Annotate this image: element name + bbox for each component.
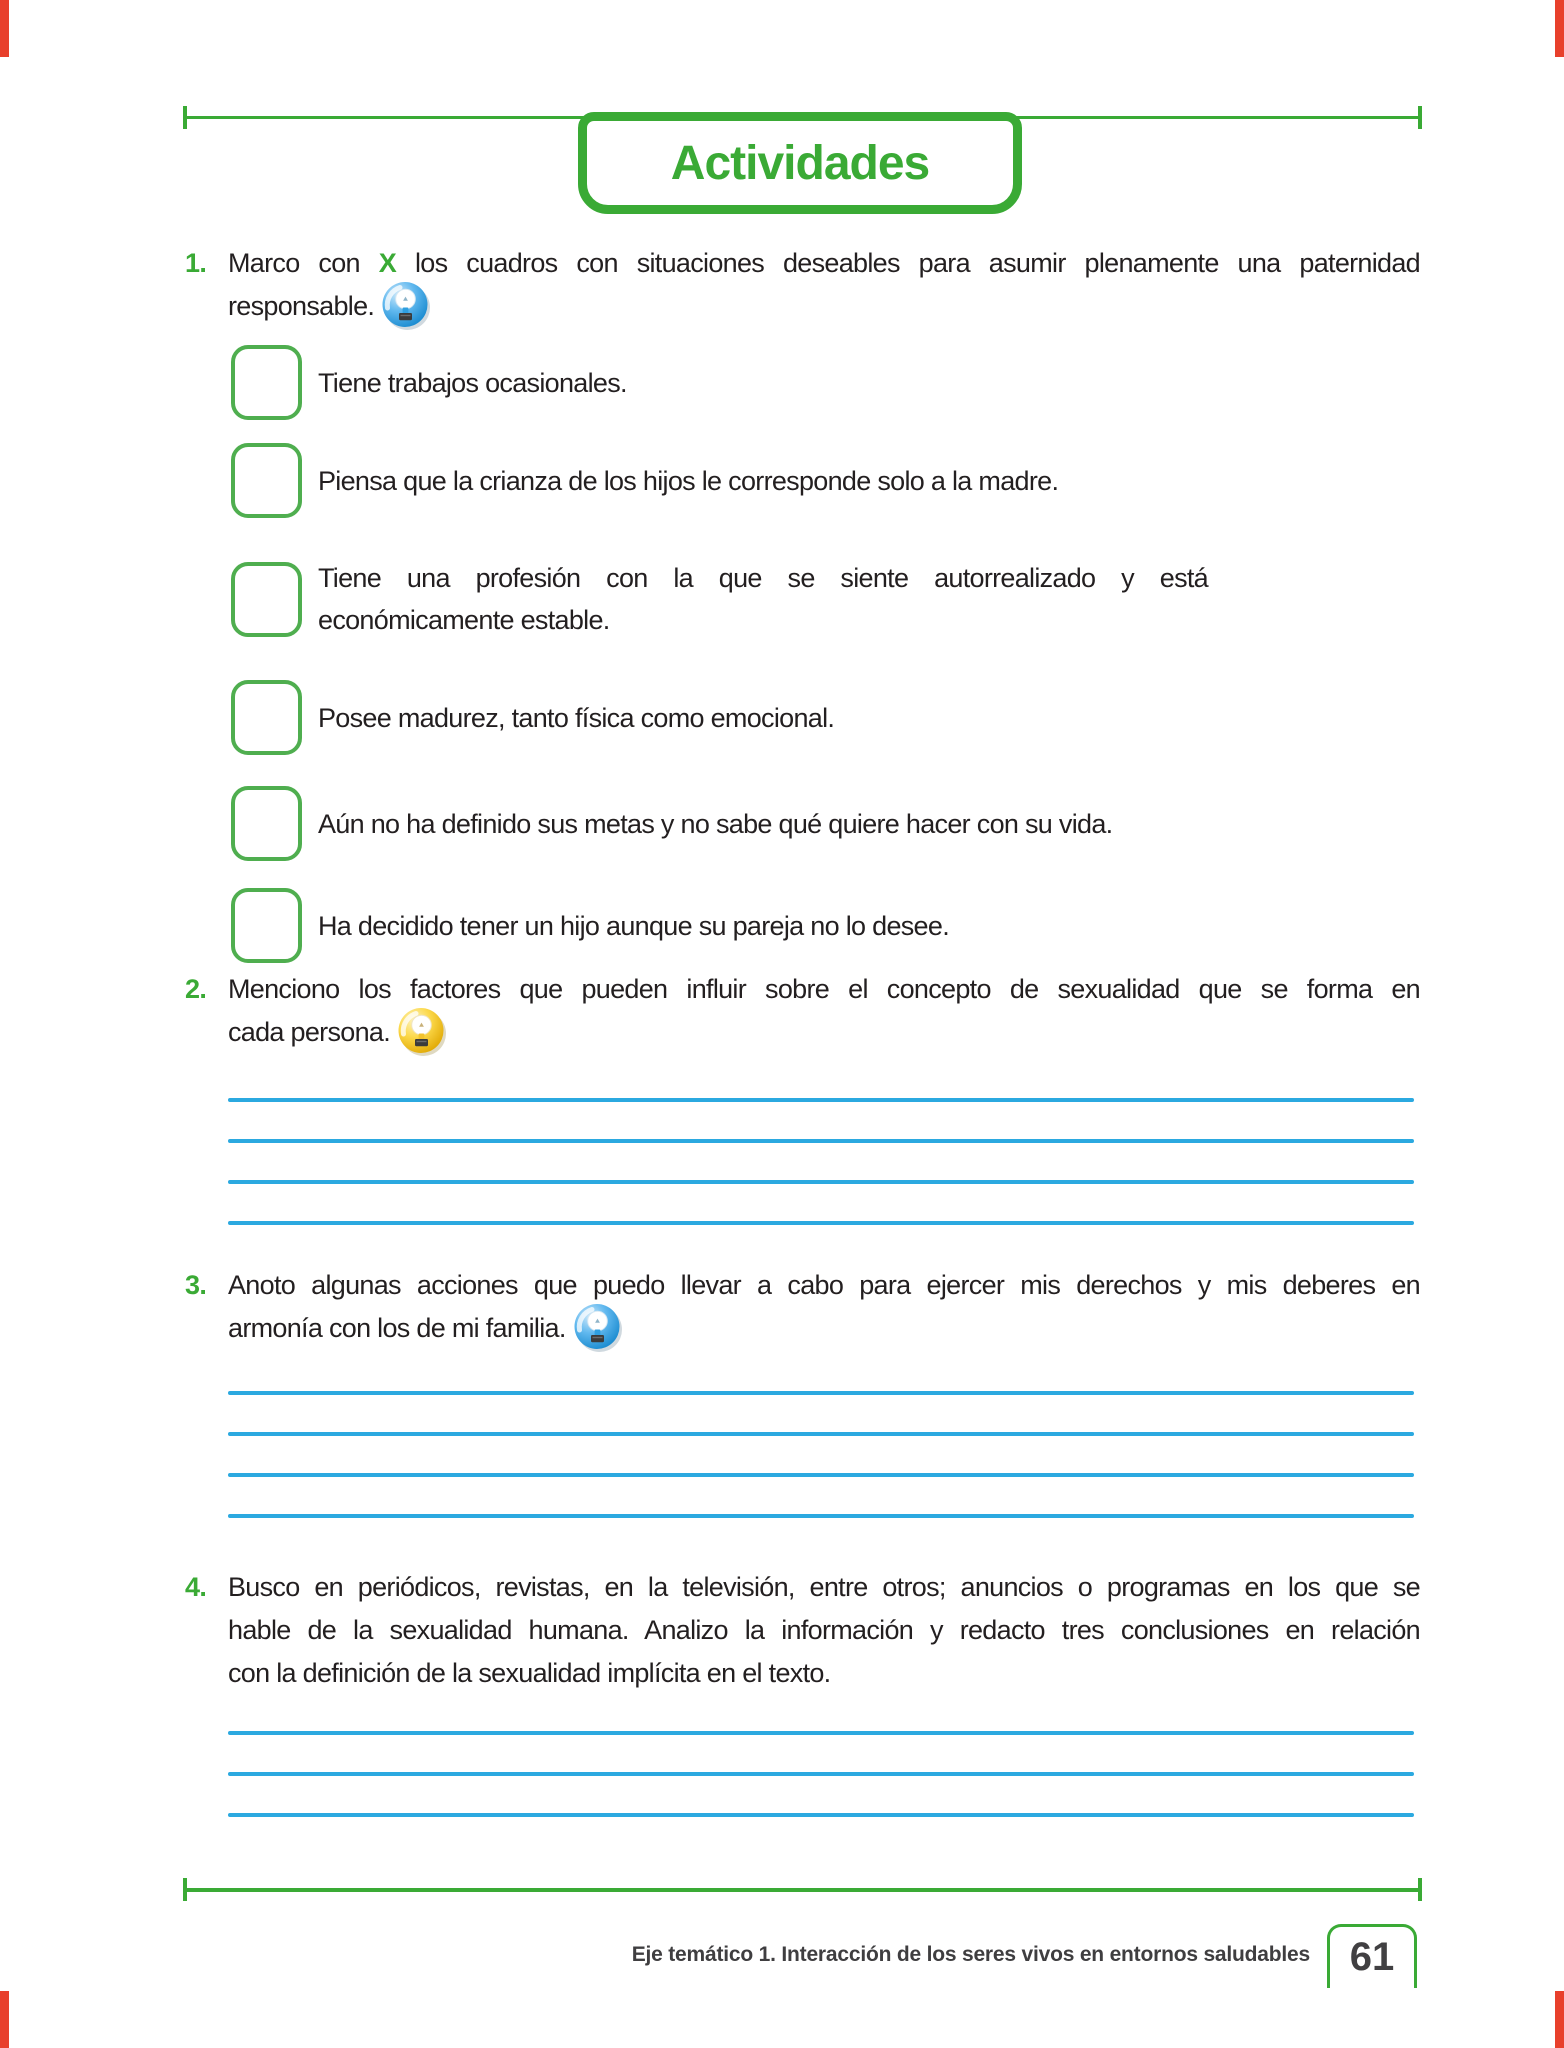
lightbulb-blue-icon	[572, 1302, 624, 1354]
activity-4	[185, 1566, 1420, 1695]
bleed-mark	[1555, 0, 1564, 57]
checkbox[interactable]	[231, 443, 302, 518]
checkbox-row	[231, 680, 834, 755]
section-bottom-rule	[185, 1888, 1420, 1892]
answer-line[interactable]	[228, 1514, 1414, 1518]
answer-line[interactable]	[228, 1221, 1414, 1225]
activity-text-line	[228, 285, 1420, 328]
activity-text-line: Menciono los factores que pueden influir sobre el concepto de sexualidad que se forma en	[228, 974, 1420, 1004]
answer-line[interactable]	[228, 1473, 1414, 1477]
activity-text-line	[228, 242, 1420, 285]
checkbox[interactable]	[231, 680, 302, 755]
activity-text: armonía con los de mi familia.	[228, 1313, 566, 1343]
page-number: 61	[1349, 1935, 1395, 1979]
activity-text: Marco con	[228, 248, 360, 278]
bleed-mark	[0, 1991, 9, 2048]
answer-lines-activity-3	[228, 1391, 1414, 1555]
footer-breadcrumb: Eje temático 1. Interacción de los seres vivos en entornos saludables	[631, 1943, 1310, 1966]
activity-text-line: hable de la sexualidad humana. Analizo la información y redacto tres conclusiones en relación	[228, 1615, 1420, 1645]
checkbox[interactable]	[231, 888, 302, 963]
bleed-mark	[1555, 1991, 1564, 2048]
checkbox-label-line: Posee madurez, tanto física como emocional.	[318, 702, 835, 733]
activity-text-line: Busco en periódicos, revistas, en la televisión, entre otros; anuncios o programas en los que se	[228, 1572, 1420, 1602]
answer-lines-activity-4	[228, 1731, 1414, 1854]
answer-line[interactable]	[228, 1772, 1414, 1776]
activity-3	[185, 1264, 1420, 1350]
checkbox-label-line: Piensa que la crianza de los hijos le corresponde solo a la madre.	[318, 465, 1059, 496]
checkbox-row	[231, 888, 949, 963]
activity-text-line	[228, 1307, 1420, 1350]
activity-number: 2.	[185, 974, 207, 1004]
checkbox-label	[318, 803, 1112, 845]
checkbox-label-line: económicamente estable.	[318, 605, 610, 635]
checkbox-row	[231, 443, 1058, 518]
checkbox-label-line: Aún no ha definido sus metas y no sabe qué quiere hacer con su vida.	[318, 808, 1113, 839]
checkbox-label	[318, 362, 627, 404]
checkbox-label	[318, 905, 949, 947]
checkbox[interactable]	[231, 786, 302, 861]
activity-text-line: Anoto algunas acciones que puedo llevar a cabo para ejercer mis derechos y mis deberes en	[228, 1270, 1420, 1300]
bleed-mark	[0, 0, 9, 57]
activity-text-line	[228, 1011, 1420, 1054]
activity-number: 1.	[185, 248, 207, 278]
lightbulb-blue-icon	[380, 280, 432, 332]
checkbox[interactable]	[231, 562, 302, 637]
answer-line[interactable]	[228, 1139, 1414, 1143]
checkbox-label-line: Tiene una profesión con la que se siente autorrealizado y está	[318, 563, 1208, 593]
answer-lines-activity-2	[228, 1098, 1414, 1262]
page-number-box	[1327, 1924, 1417, 1988]
checkbox-label	[318, 697, 834, 739]
checkbox[interactable]	[231, 345, 302, 420]
x-marker: X	[378, 248, 397, 278]
checkbox-row	[231, 557, 1208, 641]
checkbox-label	[318, 557, 1208, 641]
activity-text: cada persona.	[228, 1017, 391, 1047]
answer-line[interactable]	[228, 1813, 1414, 1817]
checkbox-row	[231, 345, 627, 420]
answer-line[interactable]	[228, 1098, 1414, 1102]
activity-1	[185, 242, 1420, 328]
answer-line[interactable]	[228, 1731, 1414, 1735]
checkbox-label-line: Tiene trabajos ocasionales.	[318, 367, 627, 398]
activity-number: 3.	[185, 1270, 207, 1300]
activity-text: responsable.	[228, 291, 375, 321]
activities-header-box	[578, 112, 1022, 214]
answer-line[interactable]	[228, 1391, 1414, 1395]
activity-text: los cuadros con situaciones deseables para asumir plenamente una paternidad	[414, 248, 1420, 278]
activity-number: 4.	[185, 1572, 207, 1602]
activity-2	[185, 968, 1420, 1054]
answer-line[interactable]	[228, 1180, 1414, 1184]
activity-text-line: con la definición de la sexualidad implícita en el texto.	[228, 1658, 831, 1688]
lightbulb-yellow-icon	[396, 1006, 448, 1058]
checkbox-row	[231, 786, 1112, 861]
checkbox-label-line: Ha decidido tener un hijo aunque su pareja no lo desee.	[318, 910, 949, 941]
page-title: Actividades	[670, 136, 930, 190]
checkbox-label	[318, 460, 1058, 502]
answer-line[interactable]	[228, 1432, 1414, 1436]
